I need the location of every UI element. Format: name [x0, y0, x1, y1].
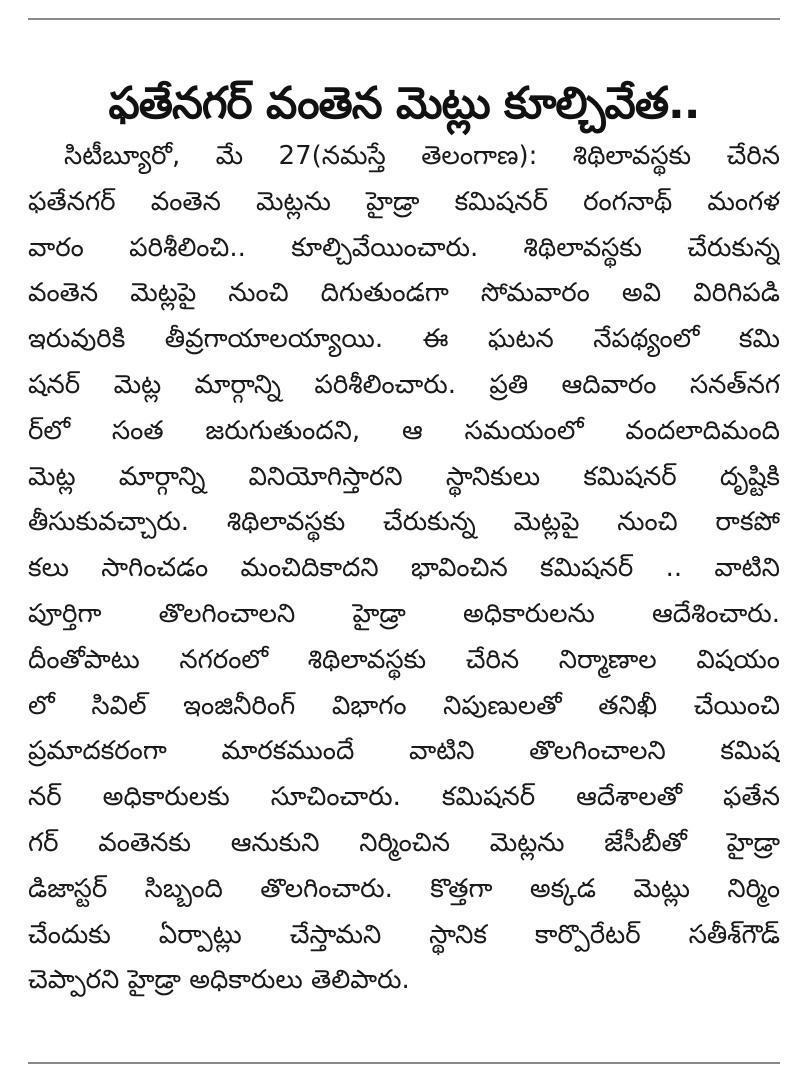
article-line: లో సివిల్ ఇంజినీరింగ్ విభాగం నిపుణులతో తనిఖీ చేయించి	[28, 690, 780, 721]
article-line: గర్ వంతెనకు ఆనుకుని నిర్మించిన మెట్లను జేసీబీతో హైడ్రా	[28, 827, 780, 858]
article-line: తీసుకువచ్చారు. శిథిలావస్థకు చేరుకున్న మెట్లపై నుంచి రాకపో	[28, 507, 780, 538]
article-line: మెట్ల మార్గాన్ని వినియోగిస్తారని స్థానికులు కమిషనర్ దృష్టికి	[28, 461, 780, 492]
article-line: షనర్ మెట్ల మార్గాన్ని పరిశీలించారు. ప్రతి ఆదివారం సనత్‌నగ	[28, 369, 780, 400]
article-line: ర్‌లో సంత జరుగుతుందని, ఆ సమయంలో వందలాదిమంది	[28, 415, 780, 446]
article-line: పూర్తిగా తొలగించాలని హైడ్రా అధికారులను ఆదేశించారు.	[28, 598, 780, 629]
article-line: చేందుకు ఏర్పాట్లు చేస్తామని స్థానిక కార్పొరేటర్ సతీశ్‌గౌడ్	[28, 919, 780, 950]
article-headline: ఫతేనగర్ వంతెన మెట్లు కూల్చివేత..	[108, 78, 700, 130]
article-line: వారం పరిశీలించి.. కూల్చివేయించారు. శిథిలావస్థకు చేరుకున్న	[28, 232, 780, 263]
bottom-rule	[28, 1062, 780, 1064]
article-line: ప్రమాదకరంగా మారకముందే వాటిని తొలగించాలని కమిష	[28, 736, 780, 767]
article-line: డిజాస్టర్ సిబ్బంది తొలగించారు. కొత్తగా అక్కడ మెట్లు నిర్మిం	[28, 873, 780, 904]
article-line: ఇరువురికి తీవ్రగాయాలయ్యాయి. ఈ ఘటన నేపథ్యంలో కమి	[28, 324, 780, 355]
article-body	[28, 134, 780, 1004]
article-line: వంతెన మెట్లపై నుంచి దిగుతుండగా సోమవారం అవి విరిగిపడి	[28, 278, 780, 309]
article-line: చెప్పారని హైడ్రా అధికారులు తెలిపారు.	[28, 965, 410, 996]
top-rule	[28, 18, 780, 20]
article-line: ఫతేనగర్ వంతెన మెట్లను హైడ్రా కమిషనర్ రంగనాథ్ మంగళ	[28, 186, 780, 217]
article-line: నర్ అధికారులకు సూచించారు. కమిషనర్ ఆదేశాలతో ఫతేన	[28, 782, 780, 813]
article-line: కలు సాగించడం మంచిదికాదని భావించిన కమిషనర్ .. వాటిని	[28, 553, 780, 584]
article-line: సిటీబ్యూరో, మే 27(నమస్తే తెలంగాణ): శిథిలావస్థకు చేరిన	[64, 141, 780, 171]
article-line: దీంతోపాటు నగరంలో శిథిలావస్థకు చేరిన నిర్మాణాల విషయం	[28, 644, 780, 675]
